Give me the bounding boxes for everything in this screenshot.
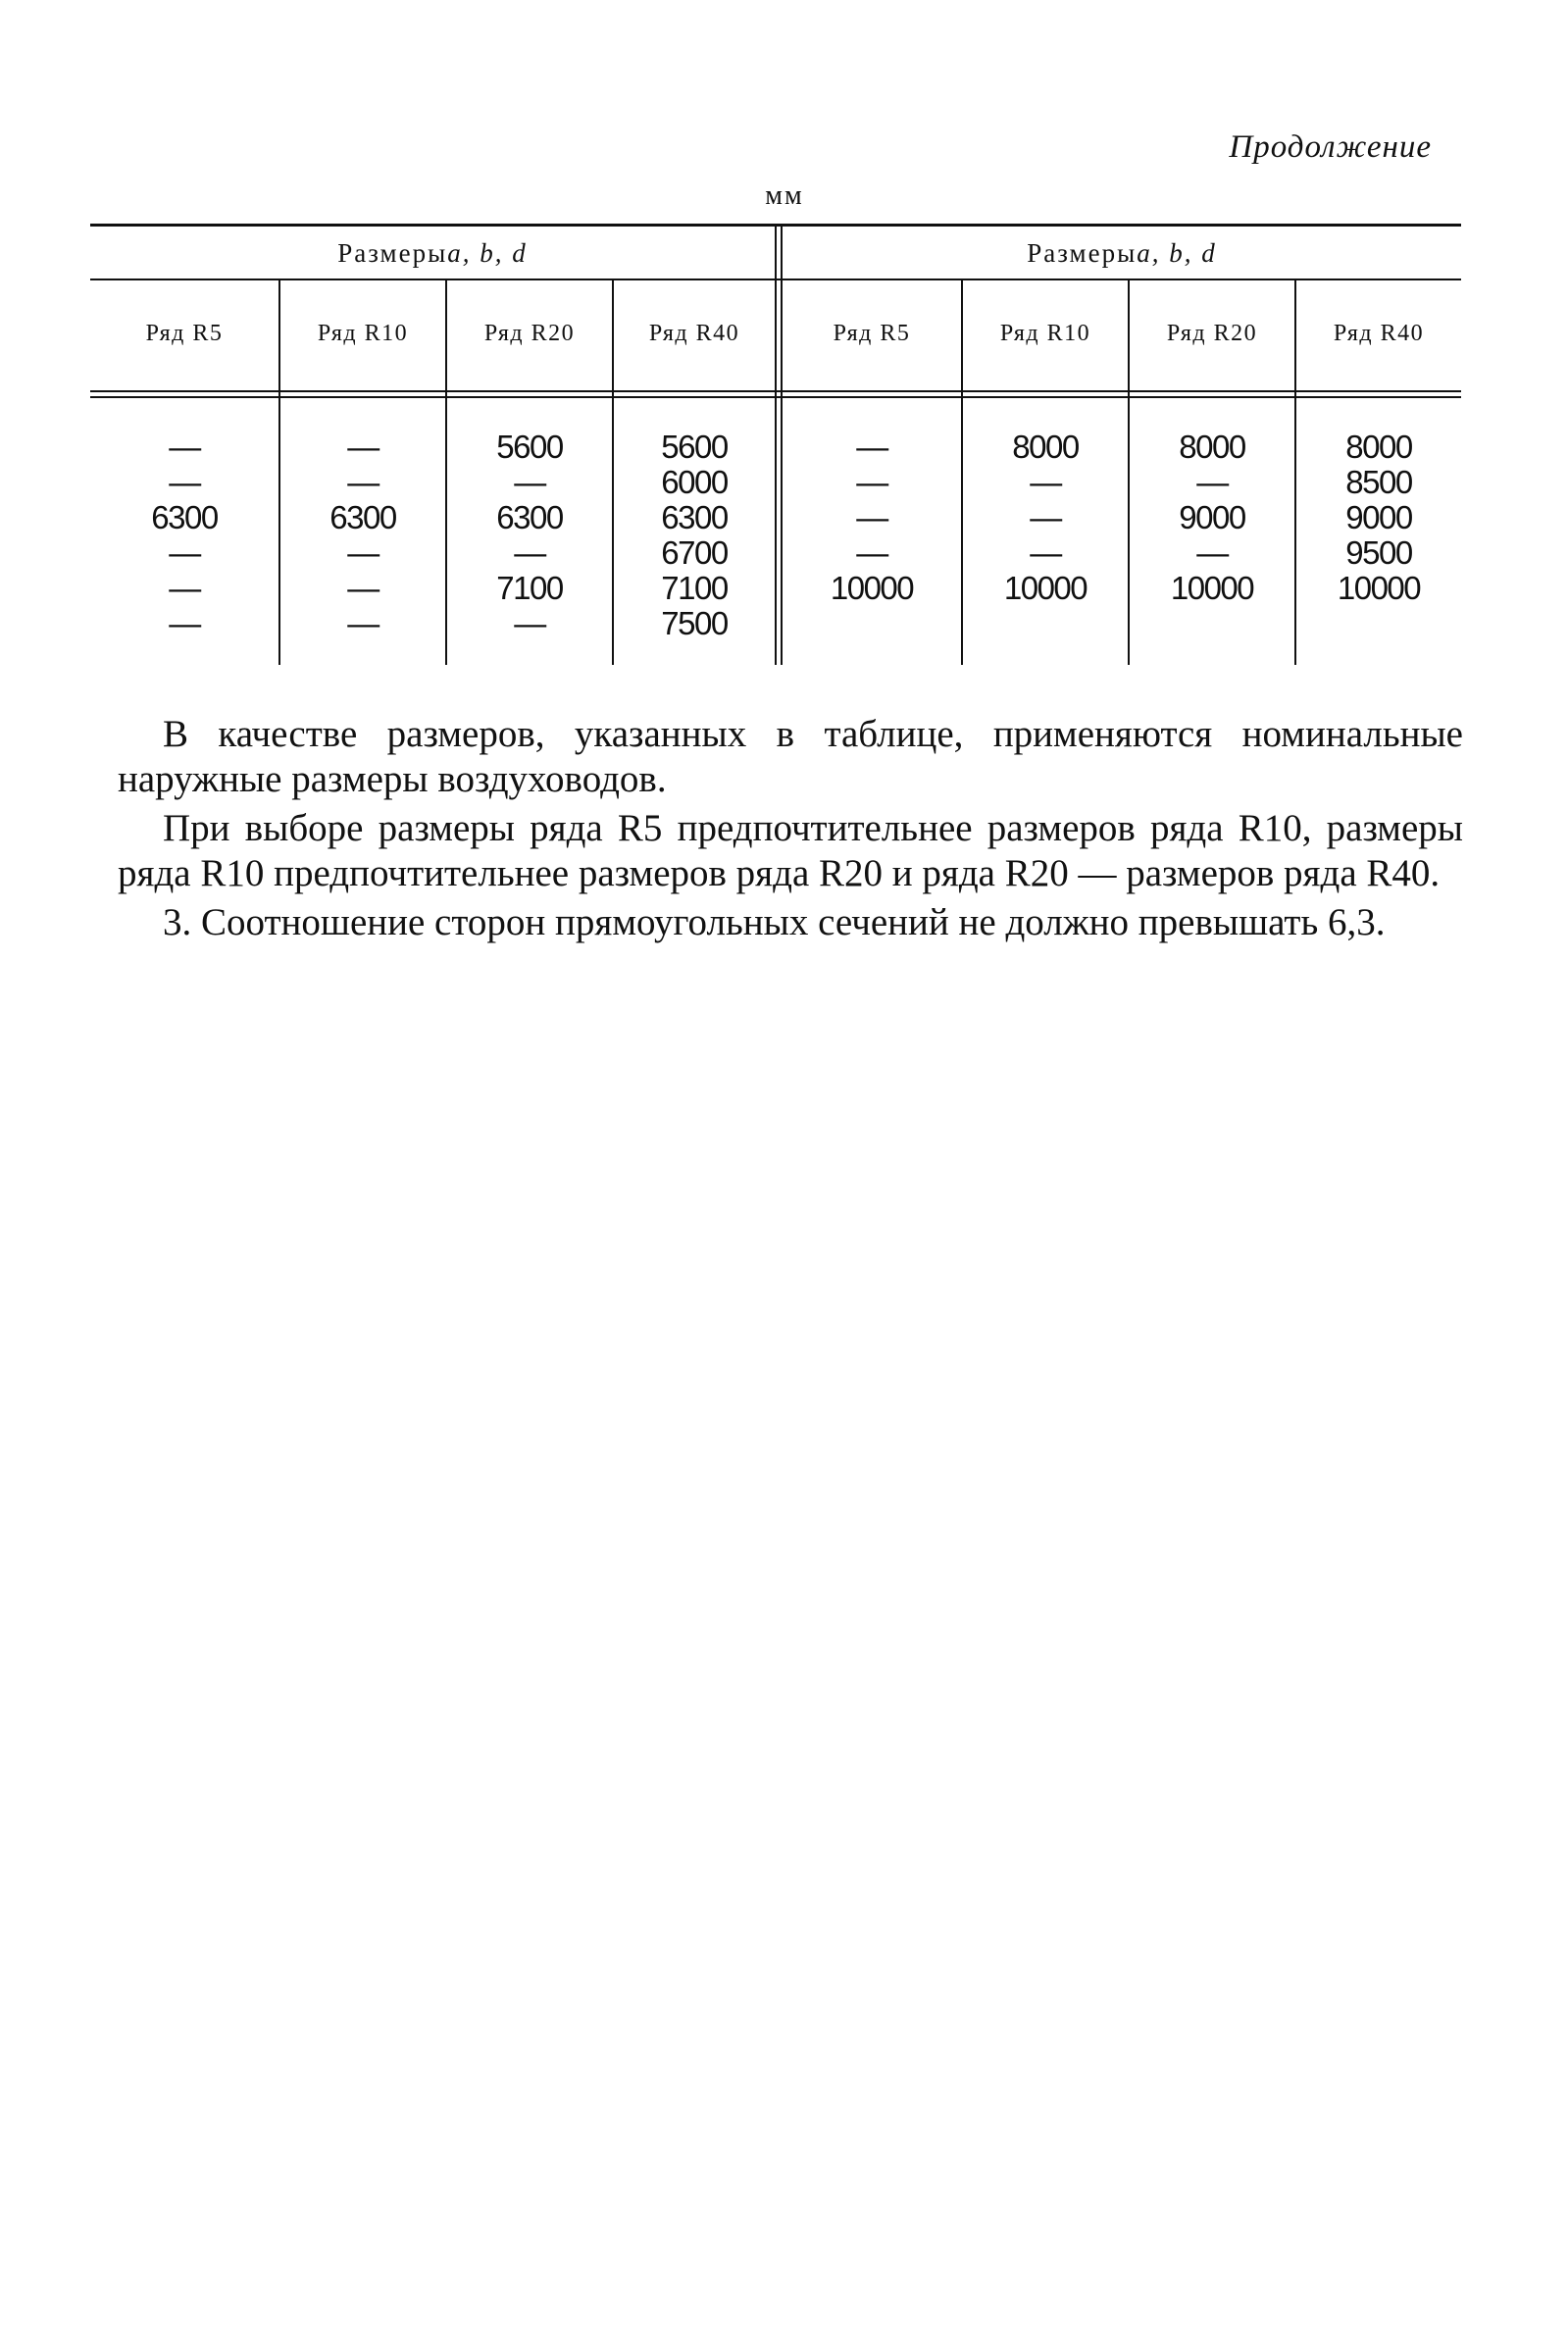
column-header-r20-right: Ряд R20 xyxy=(1166,320,1258,346)
table-cell: — xyxy=(1196,534,1228,571)
paragraph-dimensions-note: В качестве размеров, указанных в таблице, применяются номинальные наружные размеры воздуховодов. xyxy=(118,713,1463,800)
continuation-label: Продолжение xyxy=(1229,129,1432,165)
table-cell: — xyxy=(169,605,200,641)
dimensions-table xyxy=(90,224,1461,665)
column-r10-right xyxy=(963,430,1128,606)
table-cell: 9000 xyxy=(1179,499,1245,535)
table-cell: 10000 xyxy=(1337,570,1421,606)
column-header-r5-left: Ряд R5 xyxy=(145,320,224,346)
column-header-r40-left: Ряд R40 xyxy=(648,320,740,346)
group-divider-left xyxy=(775,224,777,665)
table-cell: 5600 xyxy=(661,429,728,465)
group-header-label: Размеры xyxy=(337,237,448,268)
group-header-vars: a, b, d xyxy=(447,237,528,268)
table-cell: — xyxy=(514,534,545,571)
table-cell: 7100 xyxy=(661,570,728,606)
table-cell: 6300 xyxy=(496,499,563,535)
table-cell: — xyxy=(514,464,545,500)
table-cell: — xyxy=(856,499,887,535)
table-cell: 9500 xyxy=(1345,534,1412,571)
table-cell: — xyxy=(1196,464,1228,500)
units-label: мм xyxy=(765,180,804,211)
table-cell: — xyxy=(169,570,200,606)
column-header-r5-right: Ряд R5 xyxy=(833,320,911,346)
table-cell: 9000 xyxy=(1345,499,1412,535)
table-cell: — xyxy=(856,429,887,465)
column-r5-left xyxy=(90,430,278,641)
table-cell: — xyxy=(347,429,379,465)
table-cell: 10000 xyxy=(1170,570,1254,606)
group-header-right xyxy=(783,228,1461,278)
table-cell: 8500 xyxy=(1345,464,1412,500)
column-header-r40-right: Ряд R40 xyxy=(1333,320,1425,346)
table-cell: — xyxy=(347,570,379,606)
table-cell: 8000 xyxy=(1012,429,1079,465)
table-cell: 10000 xyxy=(830,570,914,606)
table-cell: 6300 xyxy=(329,499,396,535)
table-cell: — xyxy=(1030,534,1061,571)
paragraph-series-preference: При выборе размеры ряда R5 предпочтительнее размеров ряда R10, размеры ряда R10 предпочтительнее размеров ряда R20 и ряда R20 — размеров ряда R40. xyxy=(118,807,1463,894)
column-r5-right xyxy=(783,430,961,606)
table-cell: — xyxy=(856,464,887,500)
table-cell: — xyxy=(514,605,545,641)
table-cell: 6700 xyxy=(661,534,728,571)
column-r10-left xyxy=(280,430,445,641)
group-header-vars: a, b, d xyxy=(1137,237,1217,268)
table-cell: 7500 xyxy=(661,605,728,641)
table-cell: — xyxy=(169,534,200,571)
table-cell: — xyxy=(347,464,379,500)
column-r40-left xyxy=(614,430,775,641)
table-cell: — xyxy=(169,464,200,500)
column-header-r10-right: Ряд R10 xyxy=(999,320,1091,346)
group-header-left xyxy=(90,228,775,278)
table-cell: — xyxy=(347,605,379,641)
table-cell: 6300 xyxy=(661,499,728,535)
table-cell: — xyxy=(1030,499,1061,535)
table-cell: — xyxy=(169,429,200,465)
table-cell: — xyxy=(1030,464,1061,500)
table-cell: 6300 xyxy=(151,499,218,535)
body-text xyxy=(118,712,1463,949)
group-header-label: Размеры xyxy=(1027,237,1138,268)
paragraph-aspect-ratio: 3. Соотношение сторон прямоугольных сечений не должно превышать 6,3. xyxy=(163,901,1386,943)
table-cell: — xyxy=(856,534,887,571)
column-r20-right xyxy=(1130,430,1294,606)
table-cell: 8000 xyxy=(1345,429,1412,465)
table-cell: 7100 xyxy=(496,570,563,606)
column-header-r10-left: Ряд R10 xyxy=(317,320,409,346)
column-r40-right xyxy=(1296,430,1461,606)
table-cell: — xyxy=(347,534,379,571)
table-cell: 5600 xyxy=(496,429,563,465)
table-cell: 8000 xyxy=(1179,429,1245,465)
table-cell: 10000 xyxy=(1003,570,1087,606)
column-r20-left xyxy=(447,430,612,641)
column-header-r20-left: Ряд R20 xyxy=(483,320,576,346)
table-cell: 6000 xyxy=(661,464,728,500)
